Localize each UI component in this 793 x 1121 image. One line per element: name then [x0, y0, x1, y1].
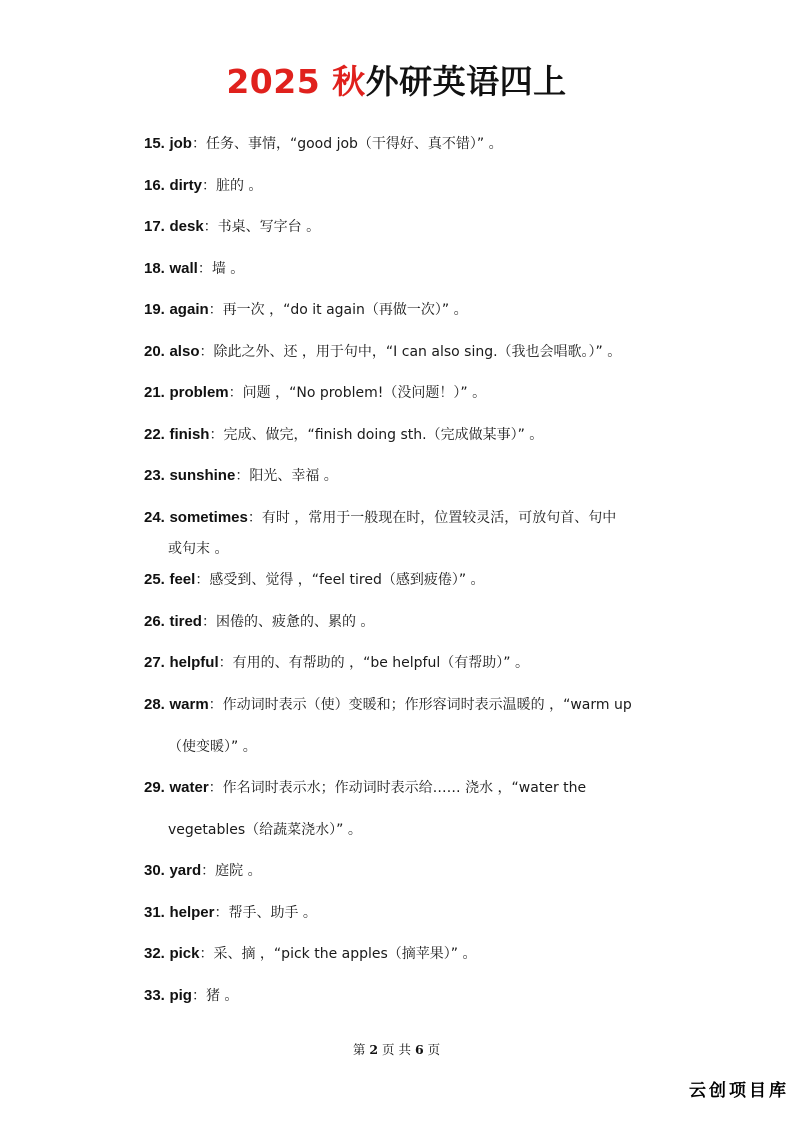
- entry-number: 33.: [144, 987, 165, 1004]
- entry-word: finish: [169, 426, 210, 443]
- entry-number: 29.: [144, 779, 165, 796]
- page-title: [0, 58, 793, 106]
- entry-definition: ：再一次 ，“do it again（再做一次）” 。: [208, 302, 468, 318]
- entry-word: helpful: [169, 654, 219, 671]
- entry-word: wall: [169, 260, 198, 277]
- entry-definition: ：帮手、助手 。: [214, 905, 317, 921]
- vocab-entry: [144, 259, 678, 279]
- vocab-entry: [144, 342, 678, 362]
- title-year-season: 2025 秋: [226, 62, 366, 101]
- entry-number: 28.: [144, 696, 165, 713]
- current-page-number: 2: [369, 1042, 379, 1057]
- entry-definition: ：有时 ，常用于一般现在时，位置较灵活，可放句首、句中: [247, 510, 617, 526]
- entry-number: 26.: [144, 613, 165, 630]
- entry-definition: ：采、摘 ，“pick the apples（摘苹果）” 。: [199, 946, 477, 962]
- entry-number: 22.: [144, 426, 165, 443]
- vocab-entry: [144, 570, 678, 590]
- entry-number: 24.: [144, 509, 165, 526]
- entry-word: sometimes: [169, 509, 248, 526]
- entry-definition-continued: （使变暖）” 。: [168, 739, 257, 755]
- watermark: 云创项目库: [689, 1081, 789, 1101]
- entry-number: 23.: [144, 467, 165, 484]
- vocab-entry: [144, 466, 678, 486]
- entry-word: also: [169, 343, 200, 360]
- vocab-entry: [144, 300, 678, 320]
- vocab-entry: [144, 508, 678, 528]
- entry-definition: ：感受到、觉得 ，“feel tired（感到疲倦）” 。: [195, 572, 485, 588]
- entry-word: pig: [169, 987, 192, 1004]
- entry-definition: ：任务、事情，“good job（干得好、真不错）” 。: [191, 136, 503, 152]
- entry-number: 21.: [144, 384, 165, 401]
- vocab-entry: [144, 903, 678, 923]
- entry-word: water: [169, 779, 209, 796]
- footer-prefix: 第: [352, 1042, 366, 1057]
- vocab-entry: [144, 778, 678, 798]
- entry-word: warm: [169, 696, 209, 713]
- vocab-entry: [144, 612, 678, 632]
- page-footer: [0, 1040, 793, 1060]
- entry-number: 20.: [144, 343, 165, 360]
- entry-word: helper: [169, 904, 215, 921]
- vocab-entry: [144, 986, 678, 1006]
- entry-word: yard: [169, 862, 202, 879]
- entry-word: job: [169, 135, 192, 152]
- entry-word: desk: [169, 218, 204, 235]
- entry-word: dirty: [169, 177, 202, 194]
- entry-word: problem: [169, 384, 229, 401]
- entry-number: 30.: [144, 862, 165, 879]
- entry-number: 25.: [144, 571, 165, 588]
- entry-definition-continued: 或句末 。: [168, 541, 229, 557]
- entry-definition: ：困倦的、疲惫的、累的 。: [201, 614, 375, 630]
- footer-middle: 页 共: [382, 1042, 411, 1057]
- entry-number: 15.: [144, 135, 165, 152]
- vocab-entry: [144, 217, 678, 237]
- entry-number: 19.: [144, 301, 165, 318]
- entry-definition: ：脏的 。: [201, 178, 263, 194]
- vocab-entry: [144, 134, 678, 154]
- entry-number: 32.: [144, 945, 165, 962]
- entry-definition: ：庭院 。: [201, 863, 262, 879]
- vocab-entry: [144, 383, 678, 403]
- vocab-entry: [144, 695, 678, 715]
- entry-definition: ：问题 ，“No problem!（没问题！）” 。: [228, 385, 487, 401]
- vocab-entry: [144, 944, 678, 964]
- entry-number: 16.: [144, 177, 165, 194]
- vocab-entry: [144, 425, 678, 445]
- entry-definition: ：有用的、有帮助的 ，“be helpful（有帮助）” 。: [218, 655, 529, 671]
- entry-definition: ：阳光、幸福 。: [235, 468, 338, 484]
- vocab-entry: [144, 653, 678, 673]
- vocab-entry: [144, 861, 678, 881]
- entry-number: 31.: [144, 904, 165, 921]
- entry-definition: ：书桌、写字台 。: [203, 219, 321, 235]
- entry-number: 27.: [144, 654, 165, 671]
- entry-definition: ：作名词时表示水；作动词时表示给…… 浇水 ，“water the: [208, 780, 587, 796]
- vocab-entry: [144, 176, 678, 196]
- entry-word: sunshine: [169, 467, 236, 484]
- footer-suffix: 页: [427, 1042, 441, 1057]
- entry-definition: ：作动词时表示（使）变暖和；作形容词时表示温暖的 ，“warm up: [208, 697, 632, 713]
- title-subject: 外研英语四上: [365, 62, 567, 101]
- entry-word: pick: [169, 945, 200, 962]
- entry-definition: ：墙 。: [197, 261, 245, 277]
- entry-number: 17.: [144, 218, 165, 235]
- total-page-count: 6: [414, 1042, 424, 1057]
- entry-word: tired: [169, 613, 202, 630]
- entry-definition: ：猪 。: [191, 988, 239, 1004]
- entry-number: 18.: [144, 260, 165, 277]
- entry-word: again: [169, 301, 209, 318]
- entry-definition: ：完成、做完，“finish doing sth.（完成做某事）” 。: [209, 427, 544, 443]
- entry-definition-continued: vegetables（给蔬菜浇水）” 。: [168, 822, 362, 838]
- entry-definition: ：除此之外、还 ，用于句中，“I can also sing.（我也会唱歌。）” 。: [199, 344, 622, 360]
- entry-word: feel: [169, 571, 196, 588]
